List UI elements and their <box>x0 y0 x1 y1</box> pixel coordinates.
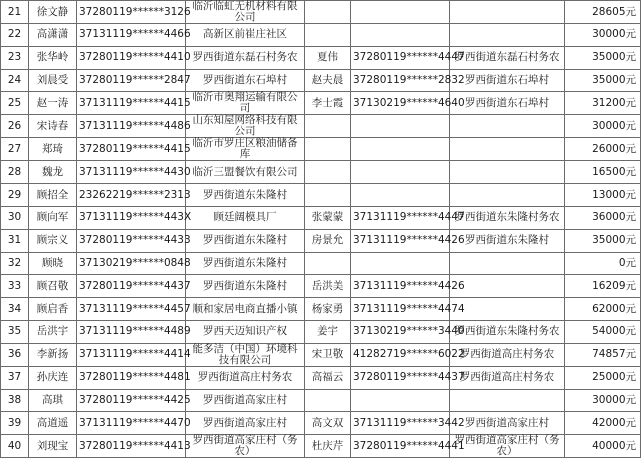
row-number-cell: 24 <box>1 69 29 92</box>
co-name-cell: 李士霞 <box>305 92 351 115</box>
name-cell: 顾向军 <box>29 206 77 229</box>
name-cell: 刘晨受 <box>29 69 77 92</box>
name-cell: 魏龙 <box>29 161 77 184</box>
address-cell: 山东知屋网络科技有限公司 <box>186 115 305 138</box>
amount-cell: 35000元 <box>565 229 641 252</box>
table-row <box>1 252 641 275</box>
co-address-cell: 罗西街道东朱隆村务农 <box>450 320 565 343</box>
address-cell: 临沂市奥翔运输有限公司 <box>186 92 305 115</box>
co-address-cell: 罗西街道高家庄村 <box>450 412 565 435</box>
table-row <box>1 115 641 138</box>
name-cell: 顾宗义 <box>29 229 77 252</box>
co-id-number-cell <box>351 184 450 207</box>
address-cell: 罗西街道东朱隆村 <box>186 184 305 207</box>
co-name-cell: 宋卫敬 <box>305 343 351 366</box>
row-number-cell: 31 <box>1 229 29 252</box>
id-number-cell: 37280119******4415 <box>77 138 186 161</box>
amount-cell: 25000元 <box>565 366 641 389</box>
table-row <box>1 46 641 69</box>
co-address-cell <box>450 1 565 24</box>
address-cell: 罗西天迈知识产权 <box>186 320 305 343</box>
amount-cell: 31200元 <box>565 92 641 115</box>
address-cell: 能多洁（中国）环境科技有限公司 <box>186 343 305 366</box>
id-number-cell: 37131119******4489 <box>77 320 186 343</box>
table-row <box>1 275 641 298</box>
co-address-cell <box>450 24 565 47</box>
table-row <box>1 389 641 412</box>
amount-cell: 35000元 <box>565 69 641 92</box>
table-row <box>1 206 641 229</box>
co-id-number-cell: 37131119******4426 <box>351 229 450 252</box>
row-number-cell: 40 <box>1 435 29 458</box>
address-cell: 临沂临虹无机材料有限公司 <box>186 1 305 24</box>
address-cell: 高新区前崔庄社区 <box>186 24 305 47</box>
co-address-cell: 罗西街道东石埠村 <box>450 69 565 92</box>
co-id-number-cell: 37131119******4447 <box>351 206 450 229</box>
table-row <box>1 412 641 435</box>
id-number-cell: 37131119******4430 <box>77 161 186 184</box>
name-cell: 顾招全 <box>29 184 77 207</box>
row-number-cell: 39 <box>1 412 29 435</box>
id-number-cell: 37131119******4414 <box>77 343 186 366</box>
amount-cell: 26000元 <box>565 138 641 161</box>
co-id-number-cell <box>351 24 450 47</box>
co-name-cell <box>305 24 351 47</box>
co-address-cell <box>450 275 565 298</box>
co-id-number-cell <box>351 389 450 412</box>
co-name-cell: 高文双 <box>305 412 351 435</box>
table-row <box>1 184 641 207</box>
co-name-cell <box>305 161 351 184</box>
table-row <box>1 320 641 343</box>
co-id-number-cell: 37280119******4437 <box>351 366 450 389</box>
co-address-cell <box>450 252 565 275</box>
table-row <box>1 298 641 321</box>
amount-cell: 35000元 <box>565 46 641 69</box>
id-number-cell: 37280119******4481 <box>77 366 186 389</box>
co-name-cell: 杨家勇 <box>305 298 351 321</box>
row-number-cell: 30 <box>1 206 29 229</box>
name-cell: 顾召敬 <box>29 275 77 298</box>
row-number-cell: 25 <box>1 92 29 115</box>
table-row <box>1 138 641 161</box>
co-id-number-cell <box>351 161 450 184</box>
id-number-cell: 37280119******4413 <box>77 435 186 458</box>
id-number-cell: 23262219******2313 <box>77 184 186 207</box>
co-id-number-cell: 37131119******4474 <box>351 298 450 321</box>
name-cell: 李新扬 <box>29 343 77 366</box>
table-row <box>1 69 641 92</box>
co-address-cell: 罗西街道东朱隆村 <box>450 229 565 252</box>
table-row <box>1 24 641 47</box>
co-id-number-cell: 37280119******4447 <box>351 46 450 69</box>
id-number-cell: 37131119******4470 <box>77 412 186 435</box>
name-cell: 高道遥 <box>29 412 77 435</box>
amount-cell: 30000元 <box>565 115 641 138</box>
address-cell: 罗西街道东朱隆村 <box>186 252 305 275</box>
co-id-number-cell <box>351 138 450 161</box>
co-id-number-cell: 37130219******4640 <box>351 92 450 115</box>
amount-cell: 30000元 <box>565 389 641 412</box>
name-cell: 郑琦 <box>29 138 77 161</box>
id-number-cell: 37280119******4437 <box>77 275 186 298</box>
co-address-cell: 罗西街道高庄村务农 <box>450 343 565 366</box>
table-row <box>1 343 641 366</box>
name-cell: 徐文静 <box>29 1 77 24</box>
row-number-cell: 33 <box>1 275 29 298</box>
id-number-cell: 37280119******4410 <box>77 46 186 69</box>
address-cell: 罗西街道东磊石村务农 <box>186 46 305 69</box>
id-number-cell: 37131119******4457 <box>77 298 186 321</box>
co-id-number-cell: 41282719******6022 <box>351 343 450 366</box>
co-address-cell: 罗西街道东朱隆村务农 <box>450 206 565 229</box>
co-name-cell <box>305 138 351 161</box>
co-id-number-cell <box>351 1 450 24</box>
row-number-cell: 28 <box>1 161 29 184</box>
row-number-cell: 29 <box>1 184 29 207</box>
co-address-cell: 罗西街道东石埠村 <box>450 92 565 115</box>
co-name-cell <box>305 184 351 207</box>
name-cell: 高琪 <box>29 389 77 412</box>
row-number-cell: 22 <box>1 24 29 47</box>
name-cell: 赵一涛 <box>29 92 77 115</box>
co-address-cell <box>450 115 565 138</box>
co-id-number-cell: 37131119******3442 <box>351 412 450 435</box>
co-address-cell <box>450 298 565 321</box>
co-id-number-cell <box>351 115 450 138</box>
co-name-cell: 岳洪美 <box>305 275 351 298</box>
co-id-number-cell: 37280119******4441 <box>351 435 450 458</box>
co-address-cell: 罗西街道高庄村务农 <box>450 366 565 389</box>
name-cell: 张华岭 <box>29 46 77 69</box>
row-number-cell: 32 <box>1 252 29 275</box>
address-cell: 罗西街道高家庄村（务农） <box>186 435 305 458</box>
amount-cell: 74857元 <box>565 343 641 366</box>
co-name-cell <box>305 389 351 412</box>
co-name-cell: 杜庆芹 <box>305 435 351 458</box>
id-number-cell: 37131119******4415 <box>77 92 186 115</box>
co-name-cell <box>305 1 351 24</box>
row-number-cell: 27 <box>1 138 29 161</box>
amount-cell: 40000元 <box>565 435 641 458</box>
address-cell: 罗西街道高家庄村 <box>186 412 305 435</box>
co-name-cell <box>305 115 351 138</box>
address-cell: 顾廷阔模具厂 <box>186 206 305 229</box>
id-number-cell: 37280119******2847 <box>77 69 186 92</box>
amount-cell: 28605元 <box>565 1 641 24</box>
co-address-cell: 罗西街道东磊石村务农 <box>450 46 565 69</box>
amount-cell: 0元 <box>565 252 641 275</box>
table-body <box>1 1 641 458</box>
co-name-cell: 高福云 <box>305 366 351 389</box>
address-cell: 临沂市罗庄区粮油储备库 <box>186 138 305 161</box>
co-address-cell <box>450 184 565 207</box>
amount-cell: 62000元 <box>565 298 641 321</box>
name-cell: 顾晓 <box>29 252 77 275</box>
row-number-cell: 35 <box>1 320 29 343</box>
id-number-cell: 37280119******3126 <box>77 1 186 24</box>
table-row <box>1 229 641 252</box>
amount-cell: 16500元 <box>565 161 641 184</box>
id-number-cell: 37131119******443X <box>77 206 186 229</box>
name-cell: 顾启香 <box>29 298 77 321</box>
co-address-cell: 罗西街道高家庄村（务农） <box>450 435 565 458</box>
address-cell: 罗西街道高庄村务农 <box>186 366 305 389</box>
address-cell: 顺和家居电商直播小镇 <box>186 298 305 321</box>
co-name-cell: 夏伟 <box>305 46 351 69</box>
co-name-cell: 房景允 <box>305 229 351 252</box>
name-cell: 宋诗春 <box>29 115 77 138</box>
co-id-number-cell: 37131119******4426 <box>351 275 450 298</box>
address-cell: 罗西街道高家庄村 <box>186 389 305 412</box>
amount-cell: 54000元 <box>565 320 641 343</box>
co-id-number-cell: 37130219******3440 <box>351 320 450 343</box>
row-number-cell: 37 <box>1 366 29 389</box>
co-name-cell <box>305 252 351 275</box>
row-number-cell: 21 <box>1 1 29 24</box>
amount-cell: 13000元 <box>565 184 641 207</box>
row-number-cell: 23 <box>1 46 29 69</box>
id-number-cell: 37280119******4425 <box>77 389 186 412</box>
row-number-cell: 38 <box>1 389 29 412</box>
co-address-cell <box>450 161 565 184</box>
row-number-cell: 26 <box>1 115 29 138</box>
co-id-number-cell: 37280119******2832 <box>351 69 450 92</box>
name-cell: 高潇潇 <box>29 24 77 47</box>
co-id-number-cell <box>351 252 450 275</box>
id-number-cell: 37131119******4466 <box>77 24 186 47</box>
id-number-cell: 37130219******0848 <box>77 252 186 275</box>
table-row <box>1 435 641 458</box>
amount-cell: 36000元 <box>565 206 641 229</box>
name-cell: 岳洪宇 <box>29 320 77 343</box>
row-number-cell: 34 <box>1 298 29 321</box>
table-row <box>1 161 641 184</box>
amount-cell: 30000元 <box>565 24 641 47</box>
amount-cell: 42000元 <box>565 412 641 435</box>
id-number-cell: 37131119******4486 <box>77 115 186 138</box>
address-cell: 罗西街道东朱隆村 <box>186 275 305 298</box>
table-row <box>1 366 641 389</box>
name-cell: 刘现宝 <box>29 435 77 458</box>
name-cell: 孙庆连 <box>29 366 77 389</box>
co-name-cell: 赵夫晨 <box>305 69 351 92</box>
address-cell: 罗西街道东石埠村 <box>186 69 305 92</box>
co-address-cell <box>450 389 565 412</box>
table-row <box>1 1 641 24</box>
table-row <box>1 92 641 115</box>
id-number-cell: 37280119******4433 <box>77 229 186 252</box>
row-number-cell: 36 <box>1 343 29 366</box>
co-name-cell: 张蒙蒙 <box>305 206 351 229</box>
co-name-cell: 姜宇 <box>305 320 351 343</box>
co-address-cell <box>450 138 565 161</box>
amount-cell: 16209元 <box>565 275 641 298</box>
address-cell: 临沂三盟餐饮有限公司 <box>186 161 305 184</box>
address-cell: 罗西街道东朱隆村 <box>186 229 305 252</box>
